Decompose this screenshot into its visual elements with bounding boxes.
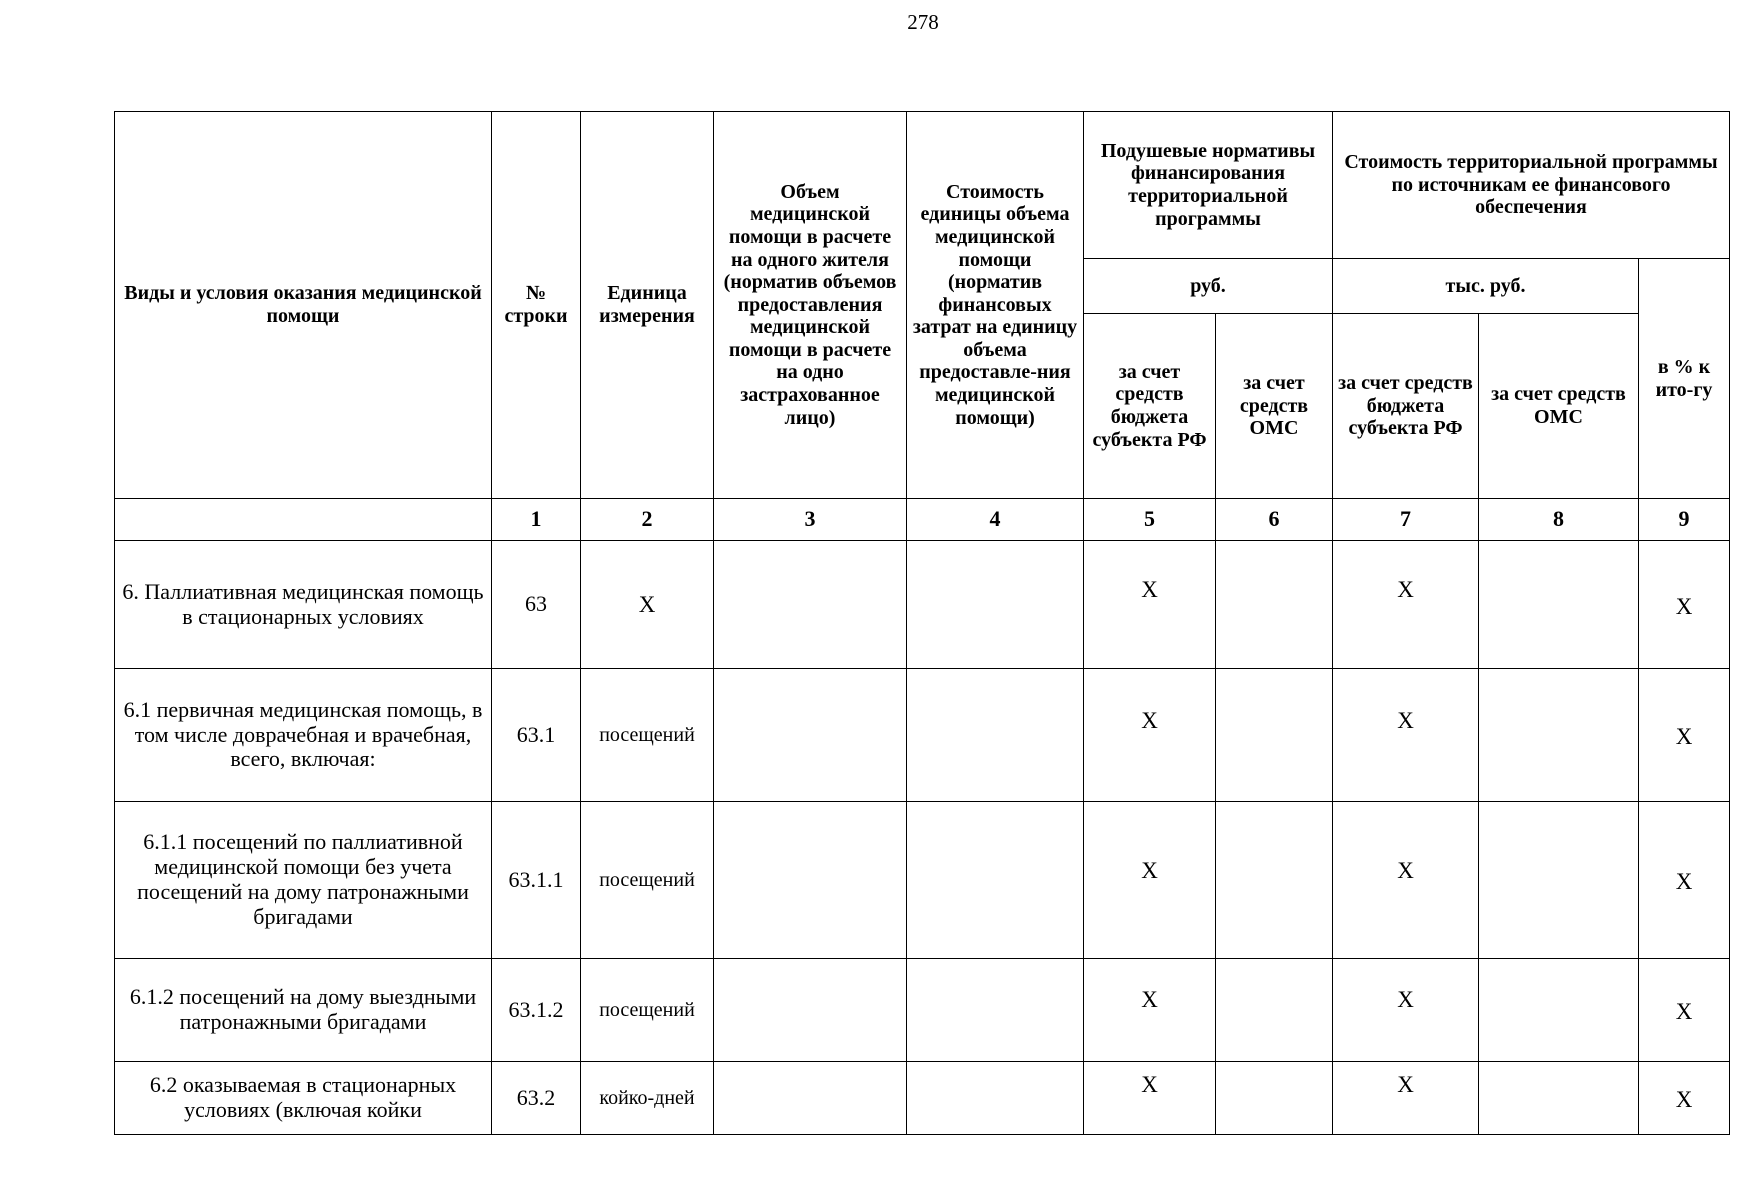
column-number: 9 bbox=[1639, 499, 1730, 541]
row-unit: X bbox=[581, 541, 714, 669]
row-budget-col5: X bbox=[1084, 802, 1216, 959]
header-row-number: № строки bbox=[492, 112, 581, 499]
header-oms-col6: за счет средств ОМС bbox=[1216, 314, 1333, 499]
row-oms-col6 bbox=[1216, 669, 1333, 802]
row-oms-col8 bbox=[1479, 959, 1639, 1062]
table-row bbox=[115, 669, 1730, 802]
column-number: 8 bbox=[1479, 499, 1639, 541]
header-kind-of-care: Виды и условия оказания медицинской помощи bbox=[115, 112, 492, 499]
header-unit: Единица измерения bbox=[581, 112, 714, 499]
row-percent: X bbox=[1639, 959, 1730, 1062]
header-budget-col5: за счет средств бюджета субъекта РФ bbox=[1084, 314, 1216, 499]
row-budget-col7: X bbox=[1333, 669, 1479, 802]
row-volume bbox=[714, 669, 907, 802]
row-percent: X bbox=[1639, 669, 1730, 802]
row-budget-col5: X bbox=[1084, 669, 1216, 802]
row-number: 63.1.2 bbox=[492, 959, 581, 1062]
row-oms-col8 bbox=[1479, 669, 1639, 802]
row-number: 63.1.1 bbox=[492, 802, 581, 959]
row-name: 6.1.1 посещений по паллиативной медицинской помощи без учета посещений на дому патронажными бригадами bbox=[115, 802, 492, 959]
row-unit: посещений bbox=[581, 802, 714, 959]
row-name: 6.1.2 посещений на дому выездными патронажными бригадами bbox=[115, 959, 492, 1062]
row-unit-cost bbox=[907, 669, 1084, 802]
row-number: 63 bbox=[492, 541, 581, 669]
row-unit: койко-дней bbox=[581, 1062, 714, 1135]
header-oms-col8: за счет средств ОМС bbox=[1479, 314, 1639, 499]
row-volume bbox=[714, 802, 907, 959]
column-number-row bbox=[115, 499, 1730, 541]
header-volume: Объем медицинской помощи в расчете на одного жителя (норматив объемов предоставления медицинской помощи в расчете на одно застрахованное лицо) bbox=[714, 112, 907, 499]
column-number: 6 bbox=[1216, 499, 1333, 541]
page-number: 278 bbox=[907, 10, 939, 34]
header-program-cost: Стоимость территориальной программы по источникам ее финансового обеспечения bbox=[1333, 112, 1730, 259]
row-budget-col7: X bbox=[1333, 959, 1479, 1062]
row-oms-col8 bbox=[1479, 541, 1639, 669]
row-budget-col5: X bbox=[1084, 1062, 1216, 1135]
row-unit-cost bbox=[907, 541, 1084, 669]
row-number: 63.2 bbox=[492, 1062, 581, 1135]
row-percent: X bbox=[1639, 802, 1730, 959]
table-row bbox=[115, 802, 1730, 959]
column-number: 7 bbox=[1333, 499, 1479, 541]
column-number-blank bbox=[115, 499, 492, 541]
table-row bbox=[115, 1062, 1730, 1135]
row-volume bbox=[714, 1062, 907, 1135]
row-oms-col8 bbox=[1479, 802, 1639, 959]
column-number: 4 bbox=[907, 499, 1084, 541]
row-oms-col6 bbox=[1216, 802, 1333, 959]
row-oms-col6 bbox=[1216, 1062, 1333, 1135]
row-name: 6.1 первичная медицинская помощь, в том числе доврачебная и врачебная, всего, включая: bbox=[115, 669, 492, 802]
row-unit: посещений bbox=[581, 959, 714, 1062]
row-unit-cost bbox=[907, 959, 1084, 1062]
row-budget-col7: X bbox=[1333, 802, 1479, 959]
row-oms-col6 bbox=[1216, 541, 1333, 669]
row-name: 6. Паллиативная медицинская помощь в стационарных условиях bbox=[115, 541, 492, 669]
column-number: 5 bbox=[1084, 499, 1216, 541]
row-name: 6.2 оказываемая в стационарных условиях (включая койки bbox=[115, 1062, 492, 1135]
header-percent-of-total: в % к ито-гу bbox=[1639, 259, 1730, 499]
header-currency-thousand-rub: тыс. руб. bbox=[1333, 259, 1639, 314]
column-number: 1 bbox=[492, 499, 581, 541]
header-unit-cost: Стоимость единицы объема медицинской помощи (норматив финансовых затрат на единицу объема предоставле-ния медицинской помощи) bbox=[907, 112, 1084, 499]
column-number: 3 bbox=[714, 499, 907, 541]
row-volume bbox=[714, 959, 907, 1062]
table-row bbox=[115, 541, 1730, 669]
header-currency-rub: руб. bbox=[1084, 259, 1333, 314]
row-budget-col7: X bbox=[1333, 1062, 1479, 1135]
row-number: 63.1 bbox=[492, 669, 581, 802]
row-budget-col5: X bbox=[1084, 959, 1216, 1062]
financing-table bbox=[114, 111, 1730, 1135]
header-per-capita-norms: Подушевые нормативы финансирования территориальной программы bbox=[1084, 112, 1333, 259]
row-budget-col5: X bbox=[1084, 541, 1216, 669]
row-unit: посещений bbox=[581, 669, 714, 802]
row-percent: X bbox=[1639, 541, 1730, 669]
row-unit-cost bbox=[907, 1062, 1084, 1135]
row-oms-col6 bbox=[1216, 959, 1333, 1062]
header-budget-col7: за счет средств бюджета субъекта РФ bbox=[1333, 314, 1479, 499]
row-budget-col7: X bbox=[1333, 541, 1479, 669]
header-row-groups bbox=[115, 112, 1730, 259]
column-number: 2 bbox=[581, 499, 714, 541]
table-row bbox=[115, 959, 1730, 1062]
row-unit-cost bbox=[907, 802, 1084, 959]
row-oms-col8 bbox=[1479, 1062, 1639, 1135]
row-percent: X bbox=[1639, 1062, 1730, 1135]
row-volume bbox=[714, 541, 907, 669]
